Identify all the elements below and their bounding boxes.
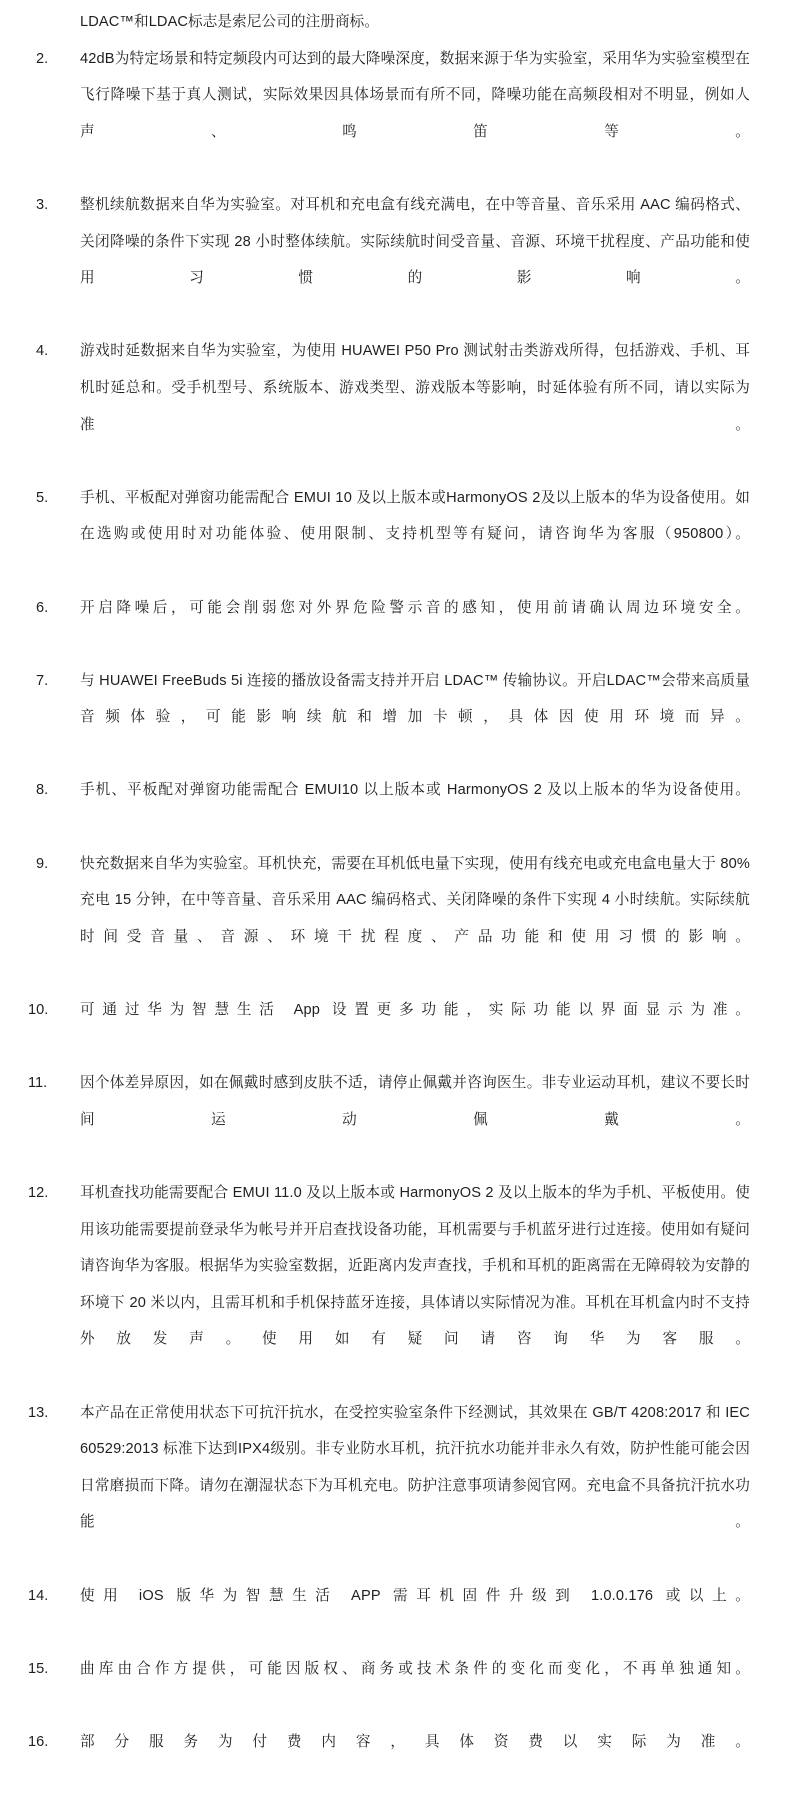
note-text: 曲库由合作方提供，可能因版权、商务或技术条件的变化而变化，不再单独通知。 [80, 1660, 750, 1677]
note-text: 部分服务为付费内容，具体资费以实际为准。 [80, 1733, 750, 1750]
note-number: 6. [36, 599, 49, 616]
note-text: 耳机查找功能需要配合 EMUI 11.0 及以上版本或 HarmonyOS 2 及以上版本的华为手机、平板使用。使用该功能需要提前登录华为帐号并开启查找设备功能，耳机需要与手机蓝牙进行过连接。使用如有疑问请咨询华为客服。根据华为实验室数据，近距离内发声查找，手机和耳机的距离需在无障碍较为安静的环境下 20 米以内，且需耳机和手机保持蓝牙连接，具体请以实际情况为准。耳机在耳机盒内时不支持外放发声。使用如有疑问请咨询华为客服。 [80, 1185, 750, 1348]
note-number: 2. [36, 50, 49, 67]
note-text: 42dB为特定场景和特定频段内可达到的最大降噪深度，数据来源于华为实验室，采用华为实验室模型在飞行降噪下基于真人测试，实际效果因具体场景而有所不同，降噪功能在高频段相对不明显，例如人声、鸣笛等。 [80, 50, 750, 140]
note-number: 15. [28, 1660, 49, 1677]
note-text: 使用 iOS 版华为智慧生活 APP 需耳机固件升级到 1.0.0.176 或以上。 [80, 1587, 750, 1604]
note-item [28, 41, 750, 187]
continuation-line: LDAC™和LDAC标志是索尼公司的注册商标。 [80, 14, 380, 30]
note-item [28, 1175, 750, 1395]
note-number: 5. [36, 489, 49, 506]
product-notes-list [28, 41, 750, 1797]
note-text: 手机、平板配对弹窗功能需配合 EMUI10 以上版本或 HarmonyOS 2 及以上版本的华为设备使用。 [80, 782, 750, 799]
note-item [28, 590, 750, 663]
note-item [28, 187, 750, 333]
note-number: 7. [36, 672, 49, 689]
note-item [28, 333, 750, 479]
note-text: 游戏时延数据来自华为实验室，为使用 HUAWEI P50 Pro 测试射击类游戏所得，包括游戏、手机、耳机时延总和。受手机型号、系统版本、游戏类型、游戏版本等影响，时延体验有所不同，请以实际为准。 [80, 343, 750, 433]
note-number: 9. [36, 855, 49, 872]
note-text: 快充数据来自华为实验室。耳机快充，需要在耳机低电量下实现，使用有线充电或充电盒电量大于 80% 充电 15 分钟，在中等音量、音乐采用 AAC 编码格式、关闭降噪的条件下实现 4 小时续航。实际续航时间受音量、音源、环境干扰程度、产品功能和使用习惯的影响。 [80, 855, 750, 945]
note-item [28, 1065, 750, 1175]
note-item [28, 1651, 750, 1724]
note-number: 8. [36, 782, 49, 799]
note-number: 14. [28, 1587, 49, 1604]
note-number: 13. [28, 1404, 49, 1421]
note-item [28, 846, 750, 992]
note-item [28, 1724, 750, 1797]
note-item [28, 1578, 750, 1651]
note-item [28, 992, 750, 1065]
note-text: 与 HUAWEI FreeBuds 5i 连接的播放设备需支持并开启 LDAC™ 传输协议。开启LDAC™会带来高质量音频体验，可能影响续航和增加卡顿，具体因使用环境而异。 [80, 672, 750, 726]
note-item [28, 663, 750, 773]
note-number: 12. [28, 1185, 49, 1201]
note-text: 因个体差异原因，如在佩戴时感到皮肤不适，请停止佩戴并咨询医生。非专业运动耳机，建议不要长时间运动佩戴。 [80, 1075, 750, 1128]
note-number: 11. [28, 1075, 48, 1092]
note-text: 手机、平板配对弹窗功能需配合 EMUI 10 及以上版本或HarmonyOS 2及以上版本的华为设备使用。如在选购或使用时对功能体验、使用限制、支持机型等有疑问，请咨询华为客服（950800）。 [80, 489, 750, 543]
note-number: 10. [28, 1002, 49, 1019]
note-item [28, 480, 750, 590]
note-text: 整机续航数据来自华为实验室。对耳机和充电盒有线充满电，在中等音量、音乐采用 AAC 编码格式、关闭降噪的条件下实现 28 小时整体续航。实际续航时间受音量、音源、环境干扰程度、产品功能和使用习惯的影响。 [80, 196, 750, 287]
note-text: 可通过华为智慧生活 App 设置更多功能，实际功能以界面显示为准。 [80, 1002, 750, 1019]
note-item [28, 1395, 750, 1578]
note-text: 开启降噪后，可能会削弱您对外界危险警示音的感知，使用前请确认周边环境安全。 [80, 599, 750, 616]
note-item [28, 772, 750, 845]
note-text: 本产品在正常使用状态下可抗汗抗水，在受控实验室条件下经测试，其效果在 GB/T 4208:2017 和 IEC 60529:2013 标准下达到IPX4级别。非专业防水耳机，抗汗抗水功能并非永久有效，防护性能可能会因日常磨损而下降。请勿在潮湿状态下为耳机充电。防护注意事项请参阅官网。充电盒不具备抗汗抗水功能。 [80, 1404, 750, 1531]
note-number: 3. [36, 196, 49, 213]
note-number: 4. [36, 343, 49, 360]
note-number: 16. [28, 1733, 49, 1750]
